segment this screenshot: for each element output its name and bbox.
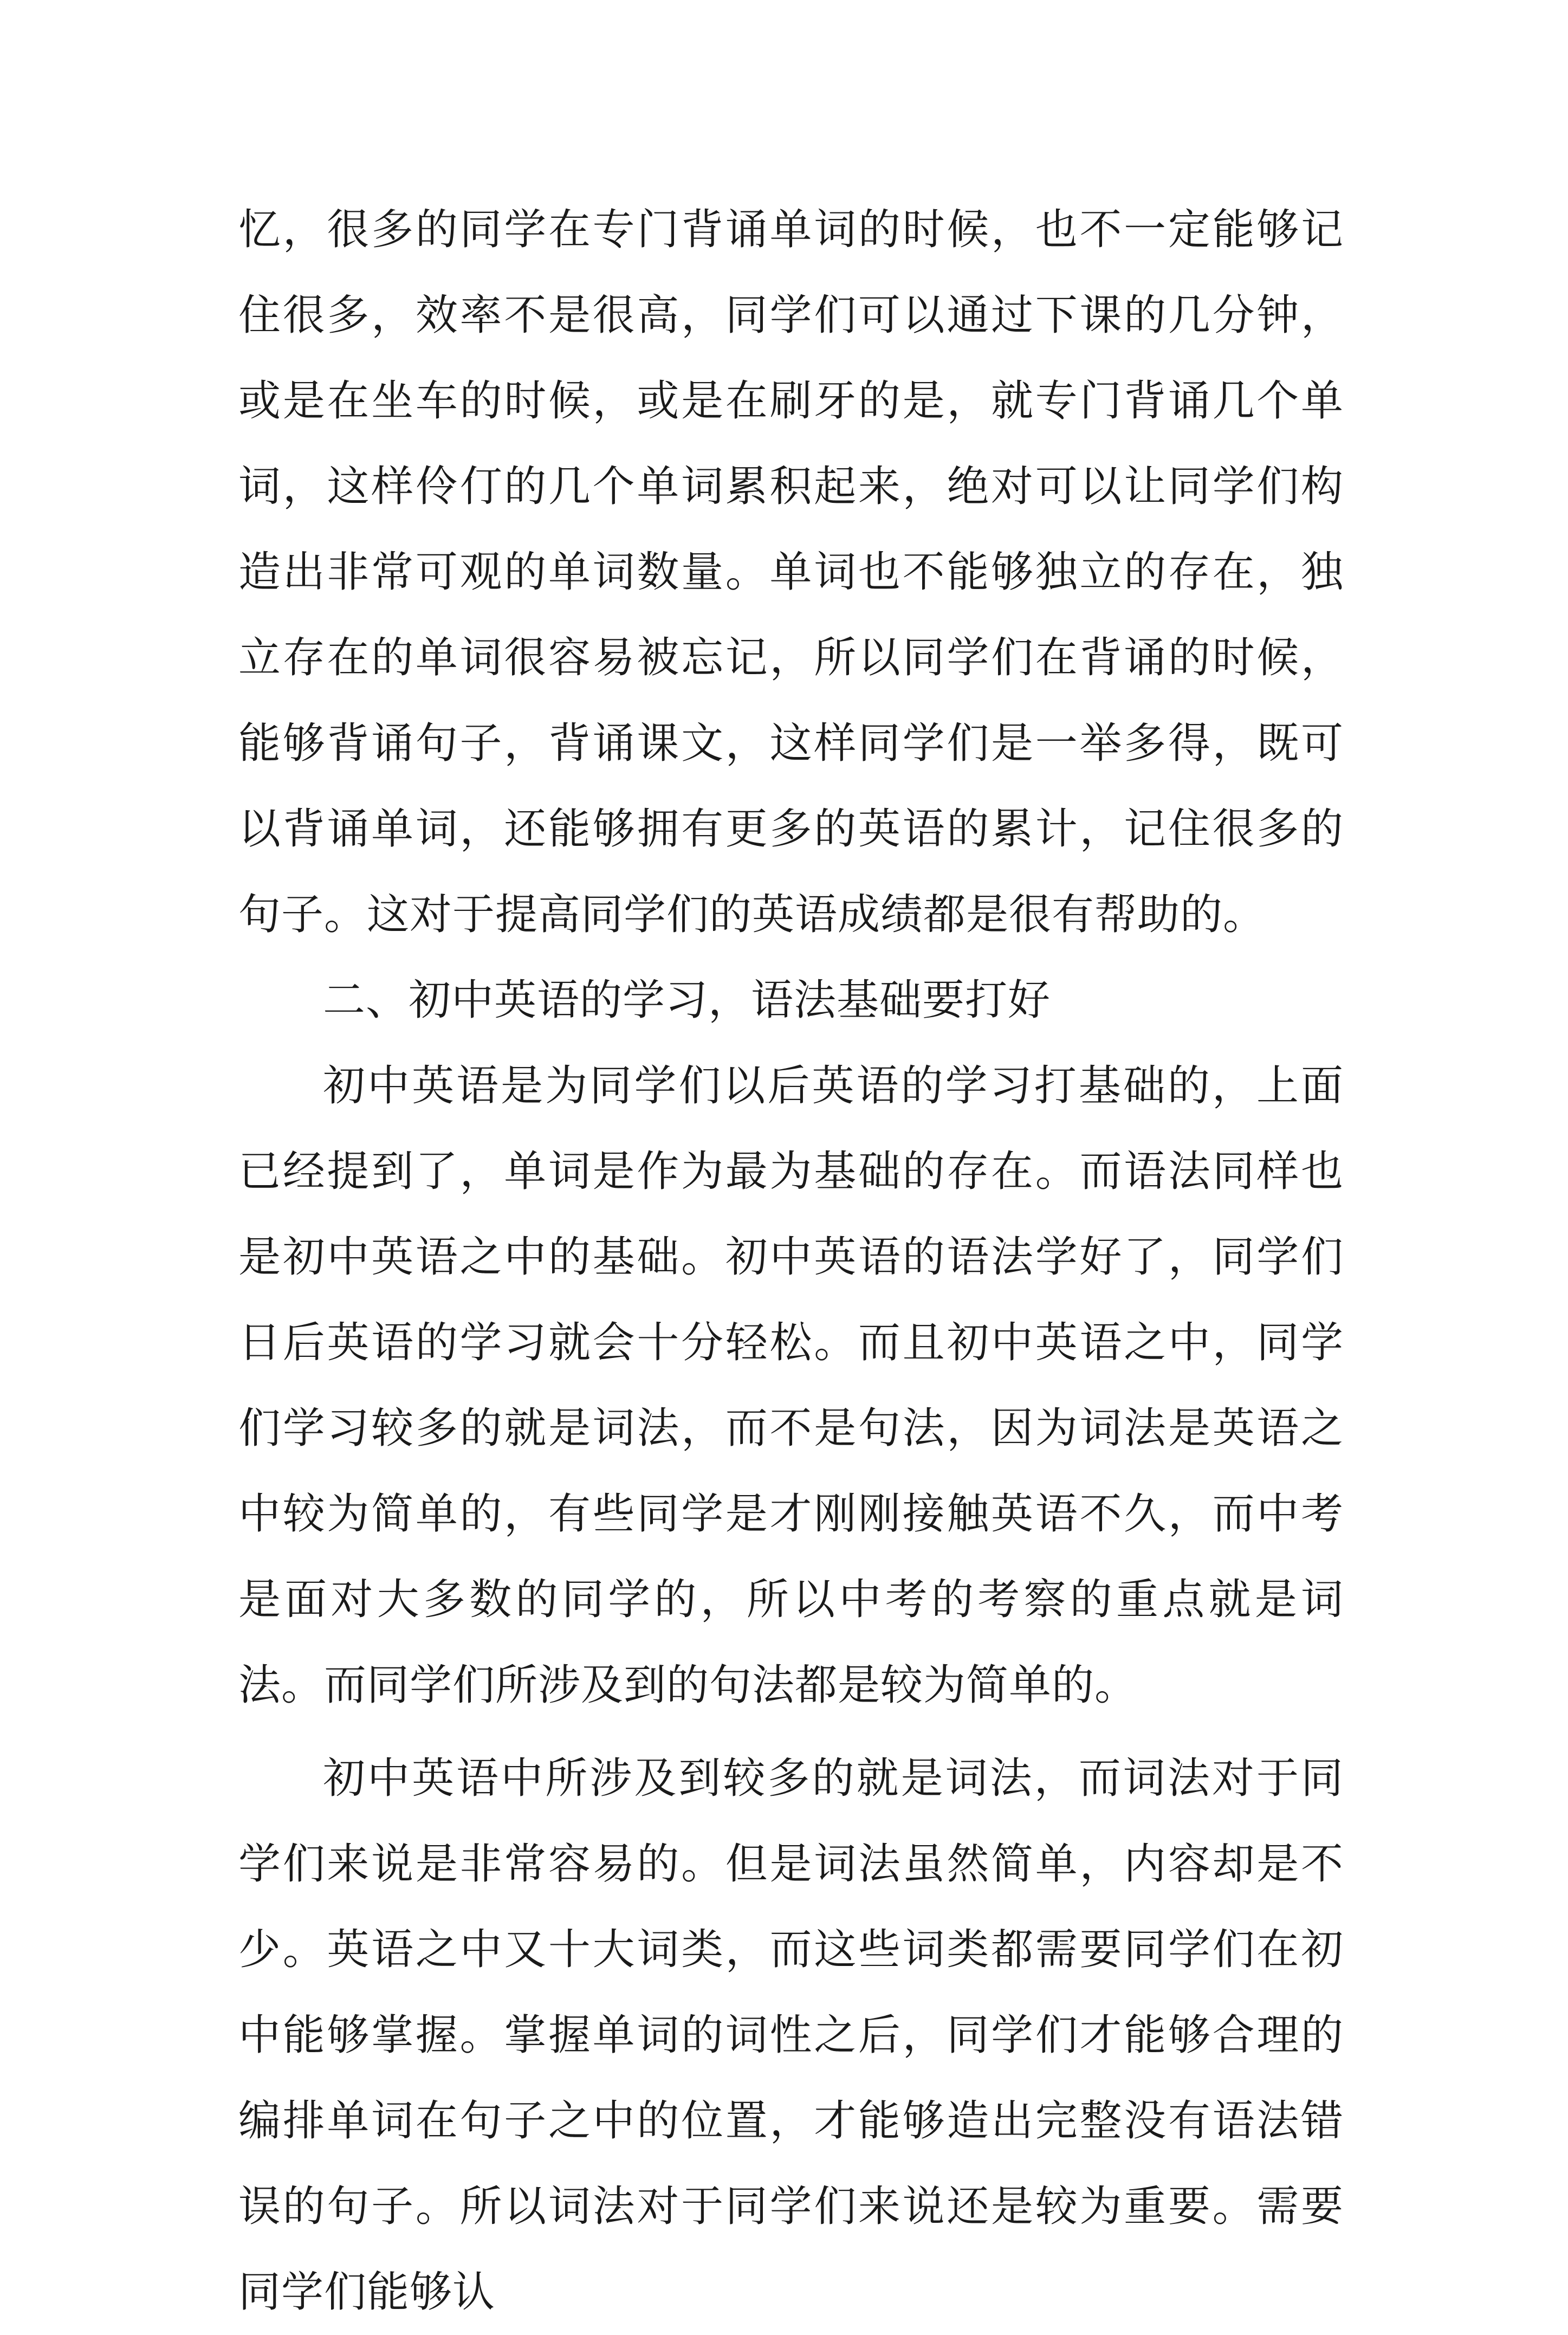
section-heading: 二、初中英语的学习，语法基础要打好	[323, 976, 1051, 1025]
paragraph-grammar-basics: 初中英语是为同学们以后英语的学习打基础的，上面已经提到了，单词是作为最为基础的存在。而语法同样也是初中英语之中的基础。初中英语的语法学好了，同学们日后英语的学习就会十分轻松。而且初中英语之中，同学们学习较多的就是词法，而不是句法，因为词法是英语之中较为简单的，有些同学是才刚刚接触英语不久，而中考是面对大多数的同学的，所以中考的考察的重点就是词法。而同学们所涉及到的句法都是较为简单的。	[238, 1062, 1344, 1710]
paragraph-continuation: 忆，很多的同学在专门背诵单词的时候，也不一定能够记住很多，效率不是很高，同学们可以通过下课的几分钟，或是在坐车的时候，或是在刷牙的是，就专门背诵几个单词，这样伶仃的几个单词累积起来，绝对可以让同学们构造出非常可观的单词数量。单词也不能够独立的存在，独立存在的单词很容易被忘记，所以同学们在背诵的时候，能够背诵句子，背诵课文，这样同学们是一举多得，既可以背诵单词，还能够拥有更多的英语的累计，记住很多的句子。这对于提高同学们的英语成绩都是很有帮助的。	[238, 205, 1344, 939]
paragraph-morphology: 初中英语中所涉及到较多的就是词法，而词法对于同学们来说是非常容易的。但是词法虽然简单，内容却是不少。英语之中又十大词类，而这些词类都需要同学们在初中能够掌握。掌握单词的词性之后，同学们才能够合理的编排单词在句子之中的位置，才能够造出完整没有语法错误的句子。所以词法对于同学们来说还是较为重要。需要同学们能够认	[238, 1754, 1344, 2317]
document-page	[238, 187, 1344, 2335]
